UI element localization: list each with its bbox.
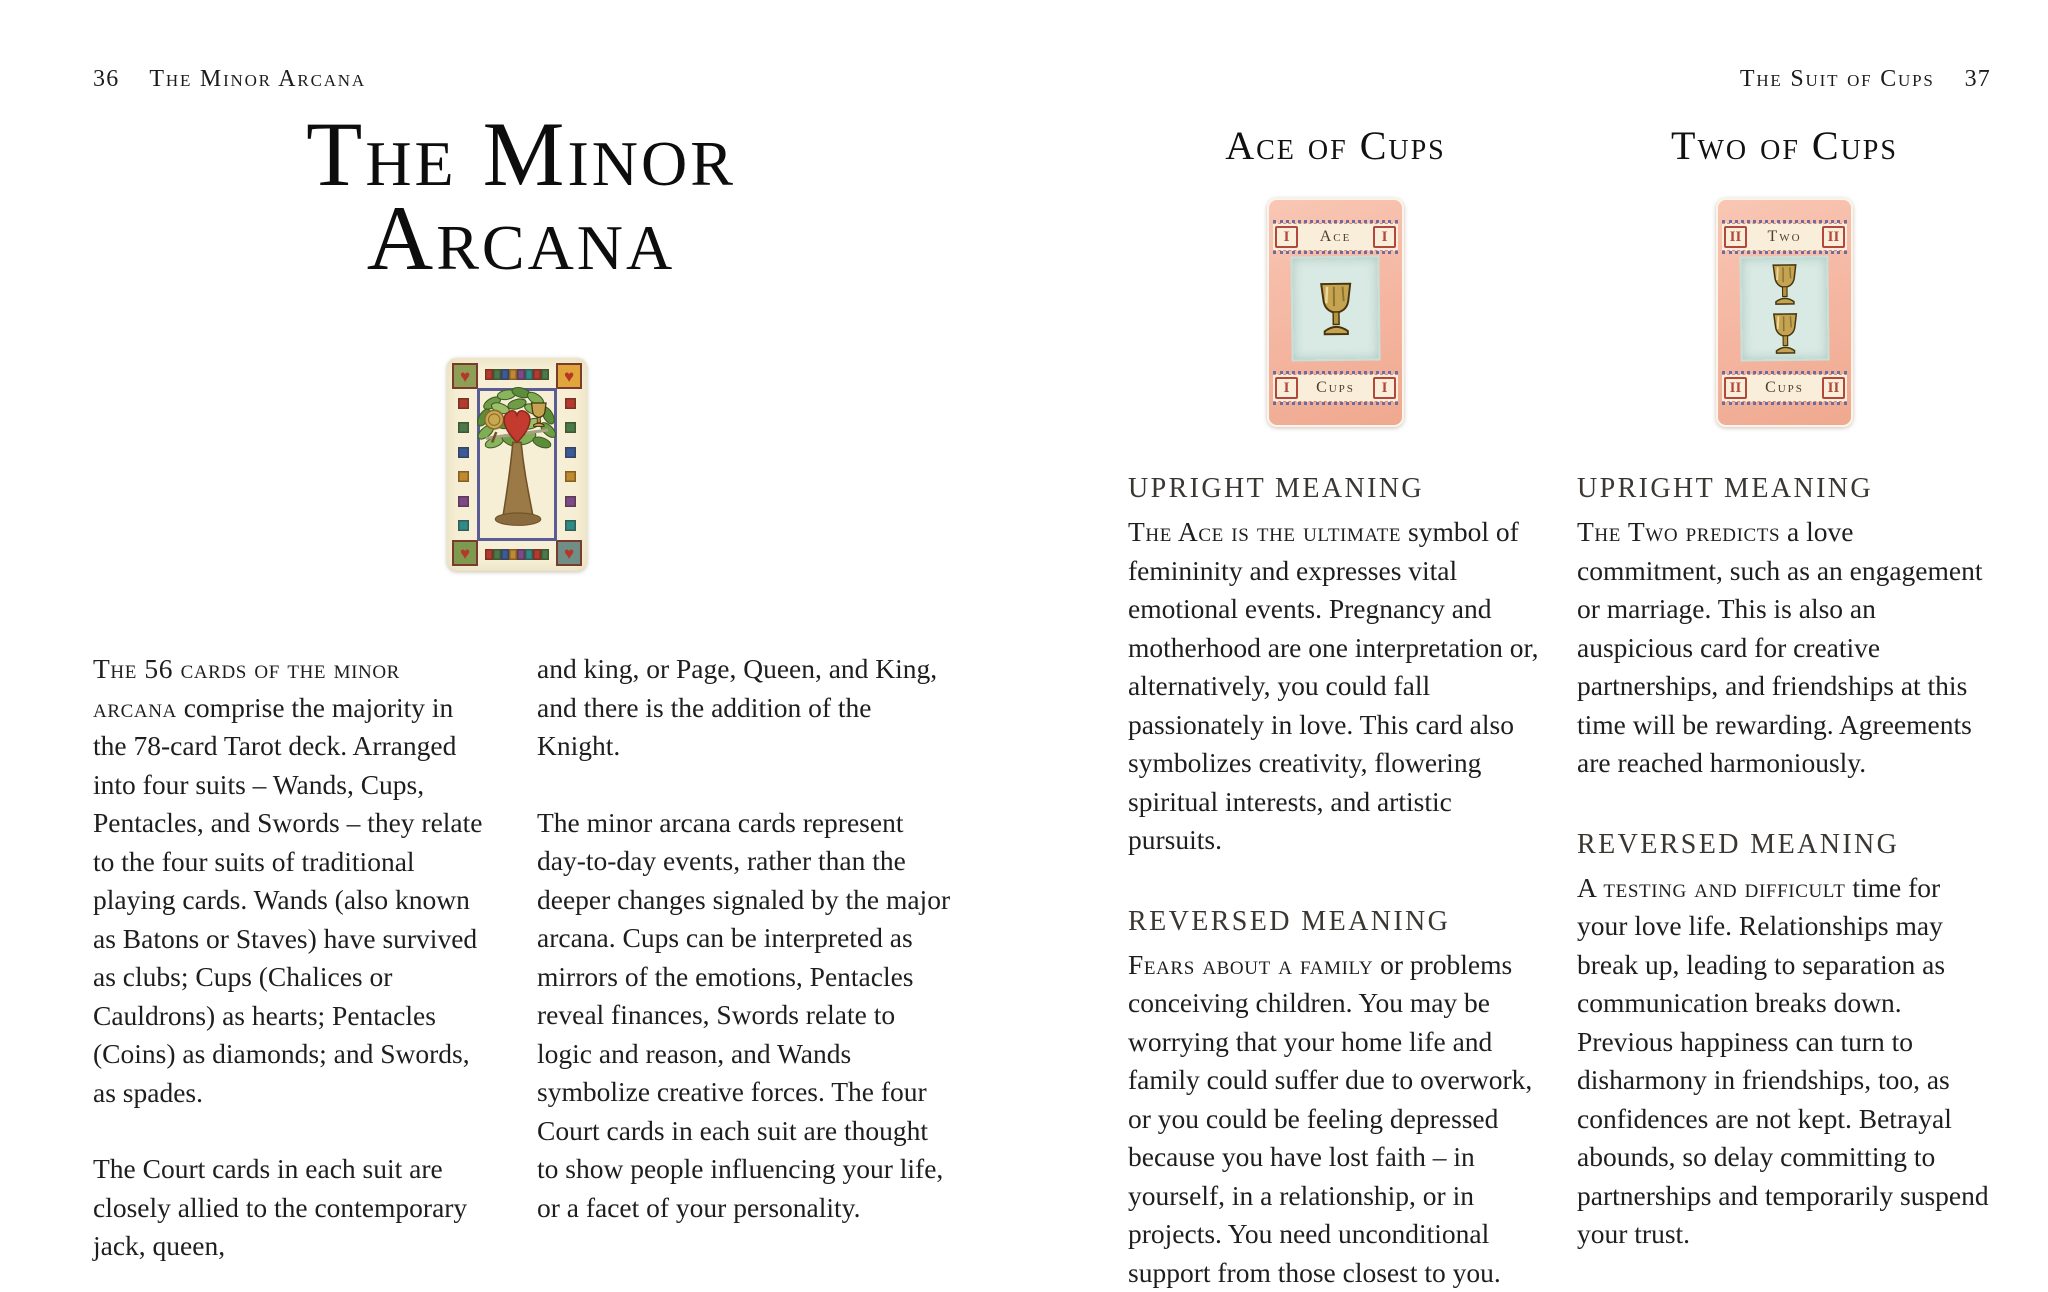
paragraph-lead-smallcaps: The Ace is the ultimate xyxy=(1128,516,1401,547)
paragraph-text: or problems conceiving children. You may be worrying that your home life and family could suffer due to overwork, or you could be feeling depressed because you have lost faith – in yourself, in a relationship, or in projects. You need unconditional support from those closest to you. xyxy=(1128,949,1532,1288)
roman-numeral-icon: II xyxy=(1822,226,1845,248)
card-suit-banner xyxy=(1722,371,1847,405)
card-suit-label: Cups xyxy=(1747,379,1822,397)
left-page-number: 36 xyxy=(93,66,119,92)
minor-arcana-card-illustration xyxy=(447,358,587,571)
two-of-cups-section xyxy=(1577,124,1992,1254)
ace-of-cups-title: Ace of Cups xyxy=(1128,124,1543,168)
roman-numeral-icon: I xyxy=(1275,377,1298,399)
paragraph-lead-smallcaps: The Two predicts xyxy=(1577,516,1780,547)
card-rank-label: Two xyxy=(1747,228,1822,246)
reversed-meaning-heading: REVERSED MEANING xyxy=(1128,906,1543,938)
right-page-header xyxy=(1740,66,1991,93)
chapter-body-column-2 xyxy=(537,650,953,1266)
heart-corner-icon: ♥ xyxy=(452,363,478,389)
goblet-icon xyxy=(1313,279,1358,338)
heart-corner-icon: ♥ xyxy=(452,540,478,566)
card-center-panel xyxy=(1292,257,1378,359)
ace-of-cups-section xyxy=(1128,124,1543,1292)
card-border-squares-bottom xyxy=(485,549,549,560)
paragraph-lead-smallcaps: A testing and difficult xyxy=(1577,872,1845,903)
roman-numeral-icon: I xyxy=(1373,226,1396,248)
card-rank-banner xyxy=(1722,220,1847,254)
body-paragraph: The Court cards in each suit are closely allied to the contemporary jack, queen, xyxy=(93,1150,491,1266)
reversed-meaning-text xyxy=(1128,946,1543,1292)
right-running-title: The Suit of Cups xyxy=(1740,66,1935,92)
goblet-icon xyxy=(1767,261,1802,306)
chapter-body-column-1 xyxy=(93,650,491,1266)
chapter-body-columns xyxy=(93,650,953,1266)
card-suit-label: Cups xyxy=(1298,379,1373,397)
roman-numeral-icon: II xyxy=(1724,377,1747,399)
suit-symbols-tree-illustration xyxy=(461,374,573,530)
left-running-title: The Minor Arcana xyxy=(149,66,366,92)
heart-corner-icon: ♥ xyxy=(556,363,582,389)
heart-corner-icon: ♥ xyxy=(556,540,582,566)
pentacle-coin-icon xyxy=(485,410,504,429)
roman-numeral-icon: II xyxy=(1724,226,1747,248)
chapter-title-line2: Arcana xyxy=(151,196,891,280)
card-suit-banner xyxy=(1273,371,1398,405)
ace-of-cups-card-illustration xyxy=(1267,198,1404,427)
upright-meaning-heading: UPRIGHT MEANING xyxy=(1128,473,1543,505)
body-paragraph: The minor arcana cards represent day-to-day events, rather than the deeper changes signaled by the major arcana. Cups can be interpreted as mirrors of the emotions, Pentacles reveal finances, Swords relate to logic and reason, and Wands symbolize creative forces. The four Court cards in each suit are thought to show people influencing your life, or a facet of your personality. xyxy=(537,804,953,1228)
right-page-number: 37 xyxy=(1965,66,1991,92)
card-rank-banner xyxy=(1273,220,1398,254)
upright-meaning-text xyxy=(1577,513,1992,783)
reversed-meaning-text xyxy=(1577,869,1992,1254)
body-paragraph xyxy=(93,650,491,1112)
body-paragraph: and king, or Page, Queen, and King, and there is the addition of the Knight. xyxy=(537,650,953,766)
paragraph-lead-smallcaps: Fears about a family xyxy=(1128,949,1373,980)
roman-numeral-icon: I xyxy=(1275,226,1298,248)
card-center-panel xyxy=(1741,257,1827,359)
chapter-title xyxy=(151,112,891,280)
reversed-meaning-heading: REVERSED MEANING xyxy=(1577,829,1992,861)
two-of-cups-card-illustration xyxy=(1716,198,1853,427)
upright-meaning-heading: UPRIGHT MEANING xyxy=(1577,473,1992,505)
goblet-icon xyxy=(1768,310,1803,355)
paragraph-text: symbol of femininity and expresses vital emotional events. Pregnancy and motherhood are one interpretation or, alternatively, you could fall passionately in love. This card also symbolizes creativity, flowering spiritual interests, and artistic pursuits. xyxy=(1128,516,1539,855)
paragraph-lead-smallcaps: The 56 cards of the minor arcana xyxy=(93,653,400,723)
card-rank-label: Ace xyxy=(1298,228,1373,246)
two-of-cups-title: Two of Cups xyxy=(1577,124,1992,168)
paragraph-text: time for your love life. Relationships may break up, leading to separation as communication breaks down. Previous happiness can turn to disharmony in friendships, too, as confidences are not kept. Betrayal abounds, so delay committing to partnerships and temporarily suspend your trust. xyxy=(1577,872,1989,1250)
paragraph-text: comprise the majority in the 78-card Tarot deck. Arranged into four suits – Wands, Cups, Pentacles, and Swords – they relate to the four suits of traditional playing cards. Wands (also known as Batons or Staves) have survived as clubs; Cups (Chalices or Cauldrons) as hearts; Pentacles (Coins) as diamonds; and Swords, as spades. xyxy=(93,692,482,1108)
paragraph-text: a love commitment, such as an engagement or marriage. This is also an auspicious card for creative partnerships, and friendships at this time will be rewarding. Agreements are reached harmoniously. xyxy=(1577,516,1983,778)
upright-meaning-text xyxy=(1128,513,1543,860)
chapter-title-line1: The Minor xyxy=(151,112,891,196)
tree-trunk xyxy=(502,442,533,519)
left-page-header xyxy=(93,66,366,93)
roman-numeral-icon: I xyxy=(1373,377,1396,399)
roman-numeral-icon: II xyxy=(1822,377,1845,399)
